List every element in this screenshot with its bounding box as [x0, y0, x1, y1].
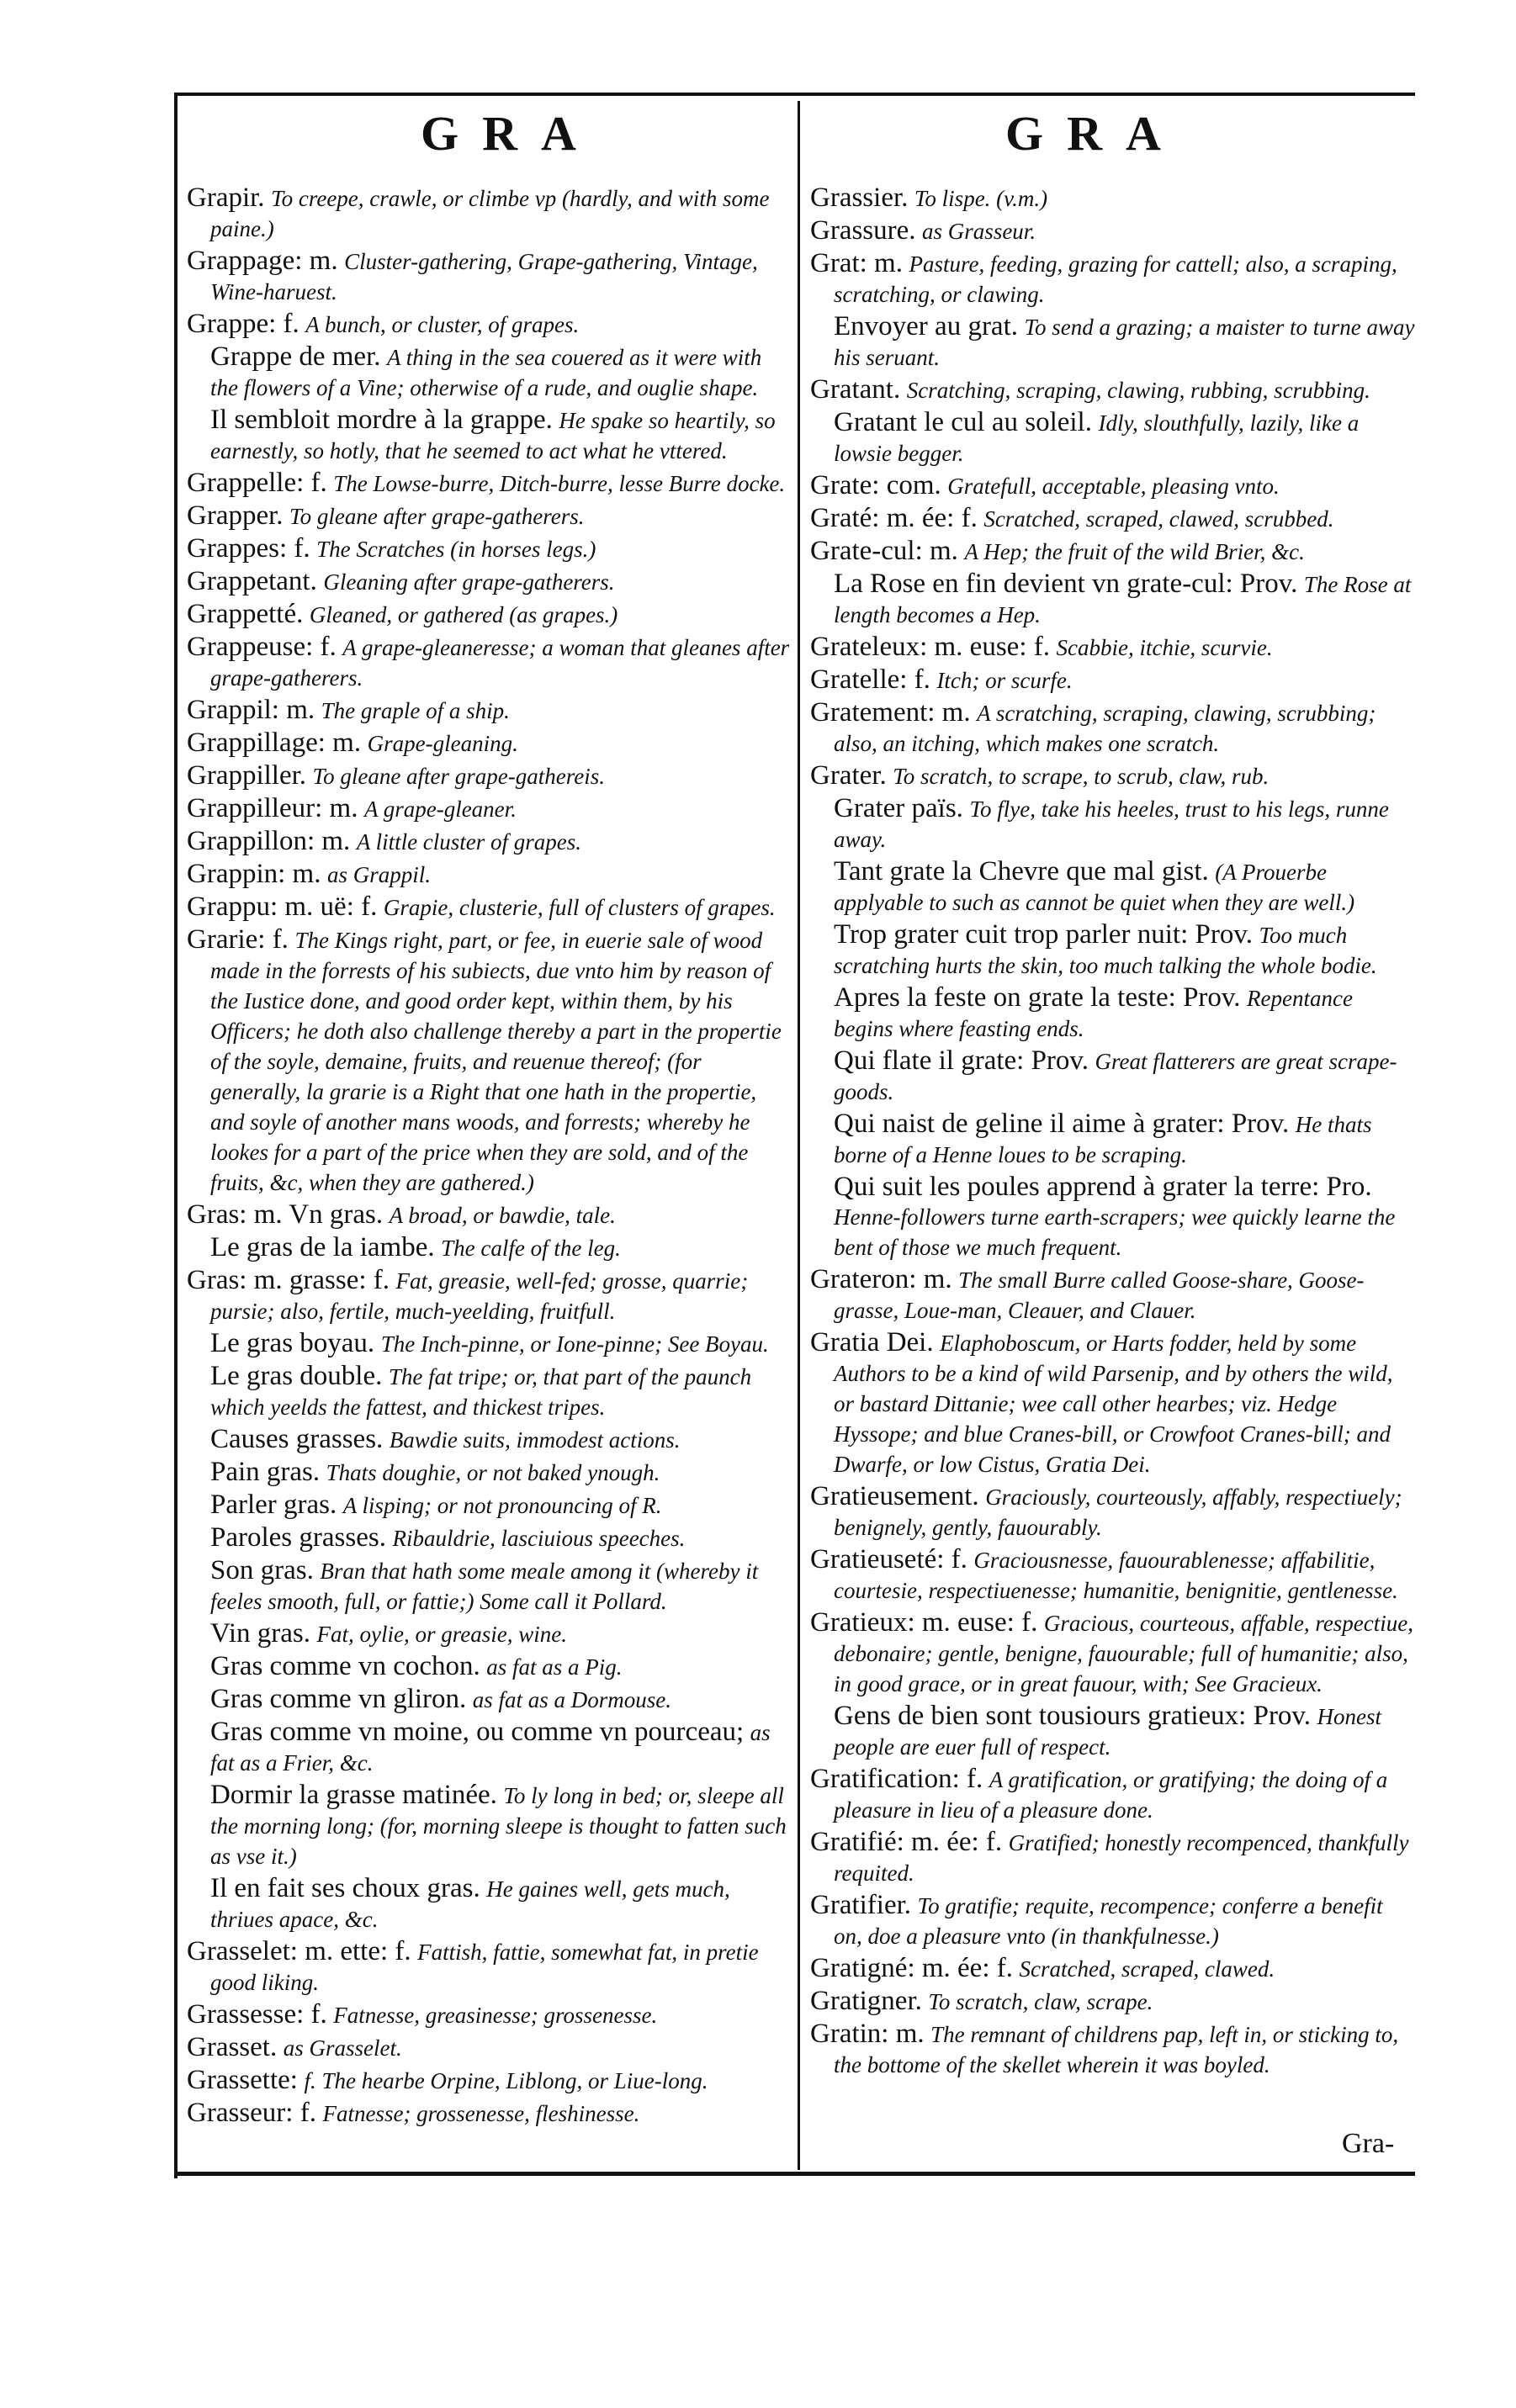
dictionary-entry [187, 632, 792, 693]
dictionary-entry [810, 569, 1416, 630]
definition: Fat, greasie, well-fed; grosse, quarrie; pursie; also, fertile, much-yeelding, fruitfull. [210, 1268, 749, 1324]
definition: as Grasselet. [283, 2035, 402, 2061]
definition: Too much scratching hurts the skin, too much talking the whole bodie. [834, 923, 1377, 978]
dictionary-entry [187, 1619, 792, 1649]
dictionary-entry [187, 2033, 792, 2063]
definition: To gleane after grape-gathereis. [312, 764, 606, 789]
definition: Gratified; honestly recompenced, thankfully requited. [834, 1830, 1409, 1886]
dictionary-entry [187, 1937, 792, 1998]
dictionary-entry [187, 1362, 792, 1422]
definition: Elaphoboscum, or Harts fodder, held by some Authors to be a kind of wild Parsenip, and by others the wild, or bastard Dittanie; wee call other hearbes; viz. Hedge Hyssope; and blue Cranes-bill, or Crowfoot Cranes-bill; and Dwarfe, or low Cistus, Gratia Dei. [834, 1331, 1393, 1477]
headword: Dormir la grasse matinée. [210, 1780, 497, 1810]
definition: Bran that hath some meale among it (whereby it feeles smooth, full, or fattie;) Some call it Pollard. [210, 1559, 759, 1614]
headword: Grappelle: f. [187, 468, 327, 498]
headword: Grappage: m. [187, 246, 338, 276]
dictionary-entry [187, 860, 792, 890]
dictionary-entry [810, 471, 1416, 501]
definition: A grape-gleaneresse; a woman that gleanes after grape-gatherers. [210, 635, 790, 691]
dictionary-entry [187, 1717, 792, 1778]
dictionary-entry [810, 920, 1416, 981]
headword: Qui naist de geline il aime à grater: Prov. [834, 1109, 1290, 1139]
headword: Grat: m. [810, 248, 903, 278]
headword: Son gras. [210, 1555, 314, 1585]
dictionary-entry [187, 1329, 792, 1359]
dictionary-entry [810, 183, 1416, 214]
headword: Gratification: f. [810, 1764, 983, 1794]
headword: Apres la feste on grate la teste: Prov. [834, 982, 1241, 1013]
definition: A gratification, or gratifying; the doing of a pleasure in lieu of a pleasure done. [834, 1767, 1388, 1823]
definition: Itch; or scurfe. [936, 668, 1073, 693]
dictionary-entry [810, 1987, 1416, 2017]
headword: Gratifié: m. ée: f. [810, 1827, 1003, 1857]
dictionary-entry [810, 2019, 1416, 2080]
definition: A lisping; or not pronouncing of R. [342, 1493, 662, 1518]
headword: Grater païs. [834, 793, 963, 823]
dictionary-entry [187, 310, 792, 340]
definition: A scratching, scraping, clawing, scrubbing; also, an itching, which makes one scratch. [834, 701, 1376, 756]
definition: Scabbie, itchie, scurvie. [1056, 635, 1273, 660]
definition: The fat tripe; or, that part of the paunch which yeelds the fattest, and thickest tripes. [210, 1364, 752, 1420]
headword: Grapper. [187, 500, 284, 531]
headword: Grateron: m. [810, 1264, 952, 1294]
definition: (A Prouerbe applyable to such as cannot be quiet when they are well.) [834, 860, 1355, 915]
definition: as fat as a Frier, &c. [210, 1720, 771, 1776]
dictionary-entry [810, 1172, 1416, 1262]
dictionary-entry [810, 537, 1416, 567]
dictionary-entry [187, 246, 792, 307]
definition: The small Burre called Goose-share, Goose-grasse, Loue-man, Cleauer, and Clauer. [834, 1268, 1365, 1323]
headword: Grappe de mer. [210, 341, 381, 372]
definition: A little cluster of grapes. [356, 829, 582, 855]
dictionary-entry [810, 1265, 1416, 1326]
dictionary-entry [810, 408, 1416, 468]
dictionary-entry [187, 728, 792, 759]
definition: Idly, slouthfully, lazily, like a lowsie begger. [834, 410, 1360, 466]
dictionary-entry [187, 534, 792, 564]
dictionary-entry [810, 216, 1416, 246]
dictionary-entry [810, 1891, 1416, 1951]
dictionary-entry [810, 1328, 1416, 1479]
headword: Le gras double. [210, 1361, 383, 1391]
headword: Grappu: m. uë: f. [187, 892, 378, 922]
headword: Gens de bien sont tousiours gratieux: Prov. [834, 1701, 1312, 1731]
definition: The Kings right, part, or fee, in euerie sale of wood made in the forrests of his subiects, due vnto him by reason of the Iustice done, and good order kept, within them, by his Officers; he doth also challenge thereby a part in the propertie of the soyle, demaine, fruits, and reuenue thereof; (for generally, la grarie is a Right that one hath in the propertie, and soyle of another mans woods, and forrests; whereby he lookes for a part of the price when they are sold, and of the fruits, &c, when they are gathered.) [210, 928, 782, 1195]
headword: Grappe: f. [187, 309, 299, 339]
definition: The Rose at length becomes a Hep. [834, 572, 1412, 627]
definition: He gaines well, gets much, thriues apace, &c. [210, 1876, 730, 1932]
dictionary-entry [187, 925, 792, 1198]
catchword: Gra- [1342, 2128, 1395, 2159]
headword: Gratement: m. [810, 697, 971, 728]
headword: Envoyer au grat. [834, 311, 1018, 341]
column-divider [798, 101, 800, 2170]
dictionary-entry [810, 375, 1416, 405]
definition: f. The hearbe Orpine, Liblong, or Liue-long. [304, 2068, 708, 2093]
headword: Grappillon: m. [187, 826, 351, 856]
dictionary-entry [187, 567, 792, 597]
definition: The Lowse-burre, Ditch-burre, lesse Burre docke. [333, 471, 786, 496]
dictionary-entry [810, 698, 1416, 759]
definition: Great flatterers are great scrape-goods. [834, 1049, 1397, 1104]
headword: Pain gras. [210, 1457, 321, 1487]
headword: Grassesse: f. [187, 1999, 327, 2030]
dictionary-entry [810, 504, 1416, 534]
definition: Grapie, clusterie, full of clusters of grapes. [383, 895, 776, 920]
headword: Gratant. [810, 374, 901, 405]
dictionary-entry [810, 1954, 1416, 1984]
definition: He spake so heartily, so earnestly, so hotly, that he seemed to act what he vttered. [210, 408, 776, 463]
dictionary-entry [187, 1266, 792, 1326]
headword: Gras: m. grasse: f. [187, 1265, 390, 1295]
headword: Grappilleur: m. [187, 793, 358, 823]
definition: Thats doughie, or not baked ynough. [326, 1460, 660, 1485]
headword: Gratigné: m. ée: f. [810, 1953, 1013, 1983]
definition: Gleaning after grape-gatherers. [323, 569, 615, 595]
headword: Il en fait ses choux gras. [210, 1873, 480, 1903]
headword: Gras: m. Vn gras. [187, 1199, 384, 1230]
dictionary-entry [187, 1652, 792, 1682]
dictionary-entry [187, 183, 792, 244]
dictionary-entry [810, 1828, 1416, 1888]
definition: To flye, take his heeles, trust to his legs, runne away. [834, 796, 1389, 852]
definition: To gratifie; requite, recompence; conferre a benefit on, doe a pleasure vnto (in thankfulnesse.) [834, 1893, 1383, 1949]
definition: The Inch-pinne, or Ione-pinne; See Boyau. [380, 1331, 769, 1357]
dictionary-entry [187, 1233, 792, 1263]
headword: Grateleux: m. euse: f. [810, 632, 1050, 662]
definition: Scratched, scraped, clawed, scrubbed. [983, 506, 1334, 532]
dictionary-entry [810, 312, 1416, 373]
definition: Honest people are euer full of respect. [834, 1704, 1382, 1760]
definition: To ly long in bed; or, sleepe all the morning long; (for, morning sleepe is thought to fatten such as vse it.) [210, 1783, 787, 1869]
dictionary-entry [187, 468, 792, 499]
headword: Gratifier. [810, 1890, 912, 1920]
headword: Grater. [810, 760, 887, 791]
headword: Grappil: m. [187, 695, 315, 725]
left-column [187, 183, 792, 2131]
dictionary-entry [810, 1765, 1416, 1825]
definition: A thing in the sea couered as it were with the flowers of a Vine; otherwise of a rude, and ouglie shape. [210, 345, 762, 400]
definition: Pasture, feeding, grazing for cattell; also, a scraping, scratching, or clawing. [834, 251, 1397, 307]
headword: Gras comme vn cochon. [210, 1651, 480, 1681]
dictionary-entry [810, 665, 1416, 696]
dictionary-entry [187, 600, 792, 630]
headword: Grapir. [187, 183, 265, 213]
definition: Henne-followers turne earth-scrapers; wee quickly learne the bent of those we much frequent. [834, 1204, 1396, 1260]
running-head-left: GRA [421, 106, 600, 161]
definition: A grape-gleaner. [363, 796, 517, 822]
dictionary-entry [187, 2000, 792, 2030]
headword: Gratieusement. [810, 1481, 979, 1511]
definition: Fatnesse; grossenesse, fleshinesse. [322, 2101, 640, 2126]
definition: Gratefull, acceptable, pleasing vnto. [947, 474, 1280, 499]
headword: Gratin: m. [810, 2019, 925, 2049]
definition: To lispe. (v.m.) [914, 186, 1048, 211]
headword: Parler gras. [210, 1490, 337, 1520]
dictionary-entry [187, 761, 792, 791]
dictionary-entry [187, 2098, 792, 2129]
dictionary-entry [187, 1556, 792, 1617]
headword: Grappeuse: f. [187, 632, 337, 662]
headword: Grappetté. [187, 599, 304, 629]
definition: as fat as a Pig. [486, 1654, 623, 1680]
dictionary-entry [810, 1046, 1416, 1107]
headword: Grarie: f. [187, 924, 289, 955]
definition: Grape-gleaning. [367, 731, 518, 756]
headword: Gratia Dei. [810, 1327, 934, 1357]
definition: A bunch, or cluster, of grapes. [305, 312, 580, 337]
headword: Paroles grasses. [210, 1522, 386, 1553]
headword: Gras comme vn gliron. [210, 1684, 467, 1714]
headword: Causes grasses. [210, 1424, 384, 1454]
definition: To scratch, to scrape, to scrub, claw, rub. [893, 764, 1270, 789]
headword: Qui suit les poules apprend à grater la terre: Pro. [834, 1172, 1372, 1202]
dictionary-entry [187, 342, 792, 403]
definition: Scratching, scraping, clawing, rubbing, scrubbing. [906, 378, 1370, 403]
definition: Fat, oylie, or greasie, wine. [316, 1622, 567, 1647]
headword: Grassure. [810, 215, 916, 246]
headword: Grasset. [187, 2032, 278, 2062]
dictionary-entry [187, 1781, 792, 1871]
headword: Gras comme vn moine, ou comme vn pourceau; [210, 1717, 745, 1747]
dictionary-entry [810, 761, 1416, 791]
definition: as Grappil. [326, 862, 432, 887]
dictionary-entry [187, 1523, 792, 1553]
definition: To scratch, claw, scrape. [928, 1989, 1153, 2014]
definition: To creepe, crawle, or climbe vp (hardly, and with some paine.) [210, 186, 770, 241]
dictionary-entry [810, 249, 1416, 310]
headword: Trop grater cuit trop parler nuit: Prov. [834, 919, 1253, 950]
definition: Fattish, fattie, somewhat fat, in pretie good liking. [210, 1940, 759, 1995]
definition: Ribauldrie, lasciuious speeches. [392, 1526, 686, 1551]
definition: Graciousnesse, fauourablenesse; affabilitie, courtesie, respectiuenesse; humanitie, benignitie, gentlenesse. [834, 1548, 1398, 1603]
headword: Grate: com. [810, 470, 941, 500]
headword: Grappillage: m. [187, 728, 362, 758]
headword: Graté: m. ée: f. [810, 503, 978, 533]
headword: Gratigner. [810, 1986, 922, 2016]
headword: Grappes: f. [187, 533, 310, 564]
dictionary-entry [187, 1458, 792, 1488]
headword: Grasseur: f. [187, 2098, 316, 2128]
right-column [810, 183, 1416, 2083]
page-bottom-rule [174, 2172, 1415, 2176]
dictionary-entry [187, 1490, 792, 1521]
definition: Gracious, courteous, affable, respectiue, debonaire; gentle, benigne, fauourable; full of humanitie; also, in good grace, or in great fauour, with; See Gracieux. [834, 1611, 1414, 1696]
definition: The remnant of childrens pap, left in, or sticking to, the bottome of the skellet wherein it was boyled. [834, 2022, 1399, 2077]
headword: Gratelle: f. [810, 664, 930, 695]
headword: Grappetant. [187, 566, 317, 596]
definition: Bawdie suits, immodest actions. [389, 1427, 681, 1453]
definition: Scratched, scraped, clawed. [1019, 1956, 1275, 1982]
headword: Le gras boyau. [210, 1328, 375, 1358]
running-head-right: GRA [1005, 106, 1185, 161]
definition: Repentance begins where feasting ends. [834, 986, 1353, 1041]
dictionary-entry [187, 1685, 792, 1715]
definition: as fat as a Dormouse. [472, 1687, 672, 1712]
dictionary-entry [810, 1482, 1416, 1543]
headword: Grasselet: m. ette: f. [187, 1936, 411, 1966]
definition: Fatnesse, greasinesse; grossenesse. [333, 2003, 658, 2028]
headword: Grassette: [187, 2065, 298, 2095]
dictionary-entry [187, 405, 792, 466]
dictionary-entry [187, 827, 792, 857]
headword: Tant grate la Chevre que mal gist. [834, 856, 1209, 886]
definition: The calfe of the leg. [441, 1236, 621, 1261]
headword: La Rose en fin devient vn grate-cul: Prov. [834, 569, 1298, 599]
dictionary-entry [187, 1874, 792, 1934]
dictionary-entry [187, 892, 792, 923]
headword: Vin gras. [210, 1618, 310, 1649]
definition: Cluster-gathering, Grape-gathering, Vintage, Wine-haruest. [210, 249, 758, 304]
dictionary-entry [810, 1545, 1416, 1606]
dictionary-entry [810, 794, 1416, 855]
definition: A broad, or bawdie, tale. [389, 1203, 616, 1228]
dictionary-entry [810, 857, 1416, 918]
dictionary-entry [187, 696, 792, 726]
dictionary-entry [810, 632, 1416, 663]
definition: The Scratches (in horses legs.) [316, 537, 596, 562]
dictionary-entry [187, 1200, 792, 1230]
headword: Il sembloit mordre à la grappe. [210, 405, 553, 435]
headword: Gratieux: m. euse: f. [810, 1607, 1038, 1638]
definition: To gleane after grape-gatherers. [289, 504, 585, 529]
dictionary-entry [187, 794, 792, 824]
headword: Grate-cul: m. [810, 536, 958, 566]
dictionary-entry [810, 1701, 1416, 1762]
definition: He thats borne of a Henne loues to be scraping. [834, 1112, 1372, 1167]
dictionary-entry [187, 2066, 792, 2096]
dictionary-entry [187, 1425, 792, 1455]
definition: Graciously, courteously, affably, respectiuely; benignely, gently, fauourably. [834, 1484, 1402, 1540]
definition: Gleaned, or gathered (as grapes.) [309, 602, 618, 627]
dictionary-entry [810, 983, 1416, 1044]
headword: Grassier. [810, 183, 909, 213]
definition: The graple of a ship. [321, 698, 510, 723]
definition: To send a grazing; a maister to turne away his seruant. [834, 315, 1415, 370]
headword: Grappiller. [187, 760, 307, 791]
definition: as Grasseur. [922, 219, 1036, 244]
headword: Gratant le cul au soleil. [834, 407, 1092, 437]
dictionary-entry [810, 1109, 1416, 1170]
headword: Gratieuseté: f. [810, 1544, 967, 1574]
dictionary-entry [810, 1608, 1416, 1699]
headword: Grappin: m. [187, 859, 321, 889]
headword: Le gras de la iambe. [210, 1232, 435, 1262]
dictionary-entry [187, 501, 792, 532]
definition: A Hep; the fruit of the wild Brier, &c. [964, 539, 1305, 564]
headword: Qui flate il grate: Prov. [834, 1045, 1089, 1076]
